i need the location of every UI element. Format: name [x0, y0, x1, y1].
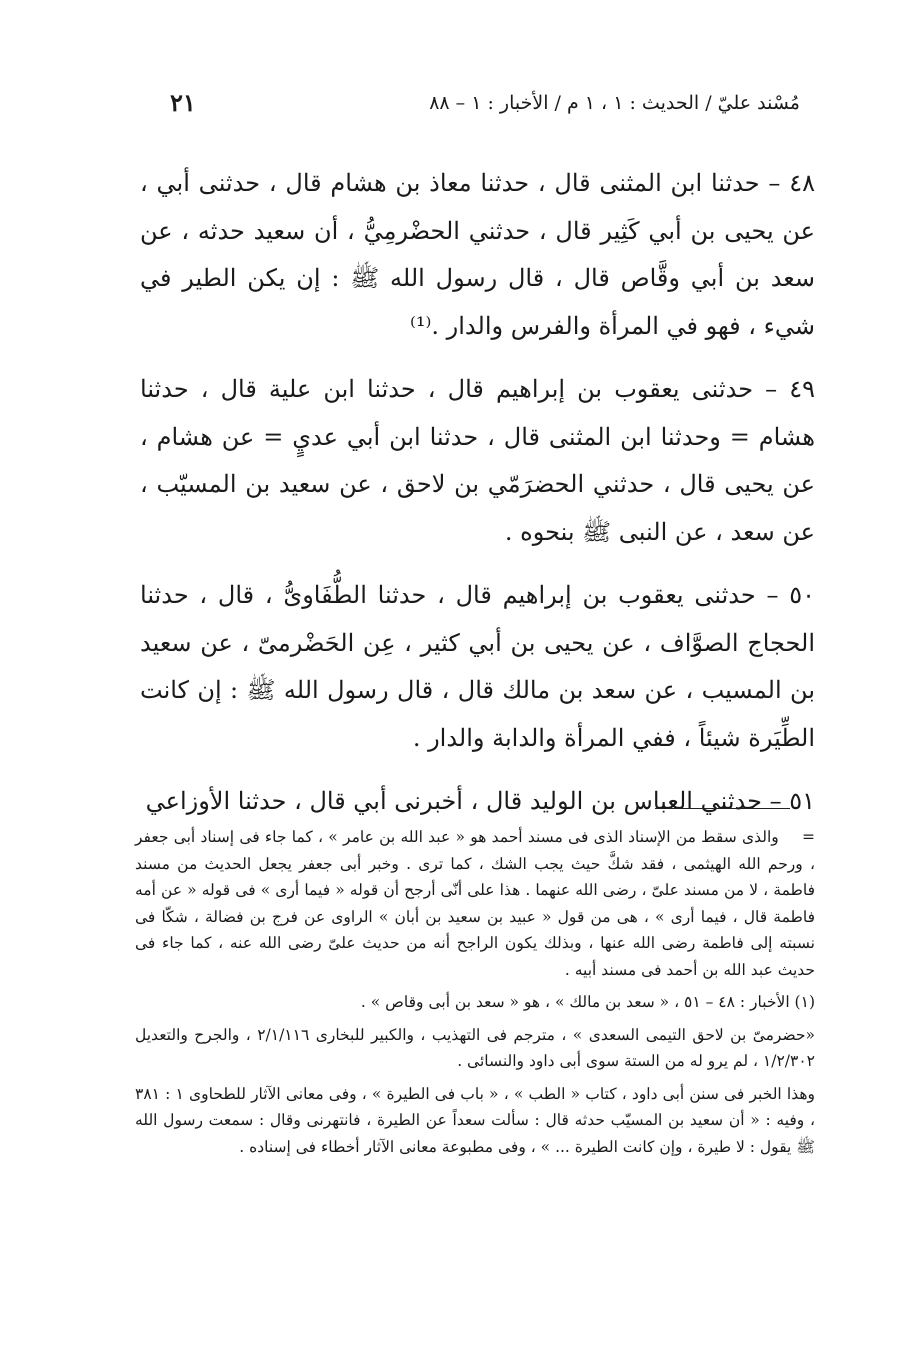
continuation-mark: =	[802, 828, 815, 846]
page-number: ٢١	[170, 88, 196, 117]
footnote-sources: وهذا الخبر فى سنن أبى داود ، كتاب « الطب » ، « باب فى الطيرة » ، وفى معانى الآثار للطحاوى ١ : ٣٨١ ، وفيه : « أن سعيد بن المسيّب حدثه قال : سألت سعداً عن الطيرة ، فانتهرنى وقال : سمعت رسول الله ﷺ يقول : لا طيرة ، وإن كانت الطيرة ... » ، وفى مطبوعة معانى الآثار أخطاء فى إسناده .	[135, 1084, 815, 1156]
main-text	[140, 160, 815, 842]
running-header	[160, 86, 800, 126]
hadith-48: ٤٨ – حدثنا ابن المثنى قال ، حدثنا معاذ بن هشام قال ، حدثنى أبي ، عن يحيى بن أبي كَثِير قال ، حدثني الحضْرمِيُّ ، أن سعيد حدثه ، عن سعد بن أبي وقَّاص قال ، قال رسول الله ﷺ : إن يكن الطير في شيء ، فهو في المرأة والفرس والدار .⁽¹⁾	[140, 169, 815, 340]
continuation-text: والذى سقط من الإسناد الذى فى مسند أحمد هو « عبد الله بن عامر » ، كما جاء فى إسناد أبى جعفر ، ورحم الله الهيثمى ، فقد شكَّ حيث يجب الشك ، كما ترى . وخبر أبى جعفر يجعل الحديث من مسند فاطمة ، لا من مسند علىّ ، رضى الله عنهما . هذا على أنّى أرجح أن قوله « فيما أرى » فى قوله « عن أمه فاطمة قال ، فيما أرى » ، هى من قول « عبيد بن سعيد بن أبان » الراوى عن فرج بن فضالة ، شكّا فى نسبته إلى فاطمة رضى الله عنها ، وبذلك يكون الراجح أنه من حديث علىّ رضى الله عنه ، كما جاء فى حديث عبد الله بن أحمد فى مسند أبيه .	[135, 828, 815, 979]
hadith-50: ٥٠ – حدثنى يعقوب بن إبراهيم قال ، حدثنا الطُّفَاوىُّ ، قال ، حدثنا الحجاج الصوَّاف ، عن يحيى بن أبي كثير ، عِن الحَضْرمىّ ، عن سعيد بن المسيب ، عن سعد بن مالك قال ، قال رسول الله ﷺ : إن كانت الطِّيَرة شيئاً ، ففي المرأة والدابة والدار .	[140, 581, 816, 752]
running-title: مُسْند عليّ / الحديث : ١ ، ١ م / الأخبار : ١ – ٨٨	[429, 92, 800, 114]
hadith-49: ٤٩ – حدثنى يعقوب بن إبراهيم قال ، حدثنا ابن علية قال ، حدثنا هشام = وحدثنا ابن المثنى قال ، حدثنا ابن أبي عديٍ = عن هشام ، عن يحيى قال ، حدثني الحضرَمّي بن لاحق ، عن سعيد بن المسيّب ، عن سعد ، عن النبى ﷺ بنحوه .	[140, 375, 815, 546]
footnote-continuation	[135, 824, 815, 983]
footnote-separator	[655, 808, 790, 809]
footnotes	[135, 824, 815, 1166]
footnote-hadrami: «حضرمىّ بن لاحق التيمى السعدى » ، مترجم فى التهذيب ، والكبير للبخارى ٢/١/١١٦ ، والجرح والتعديل ١/٢/٣٠٢ ، لم يرو له من الستة سوى أبى داود والنسائى .	[135, 1025, 815, 1070]
hadith-51: ٥١ – حدثني العباس بن الوليد قال ، أخبرنى أبي قال ، حدثنا الأوزاعي	[145, 787, 815, 815]
footnote-1: (١) الأخبار : ٤٨ – ٥١ ، « سعد بن مالك » ، هو « سعد بن أبى وقاص » .	[360, 993, 815, 1011]
